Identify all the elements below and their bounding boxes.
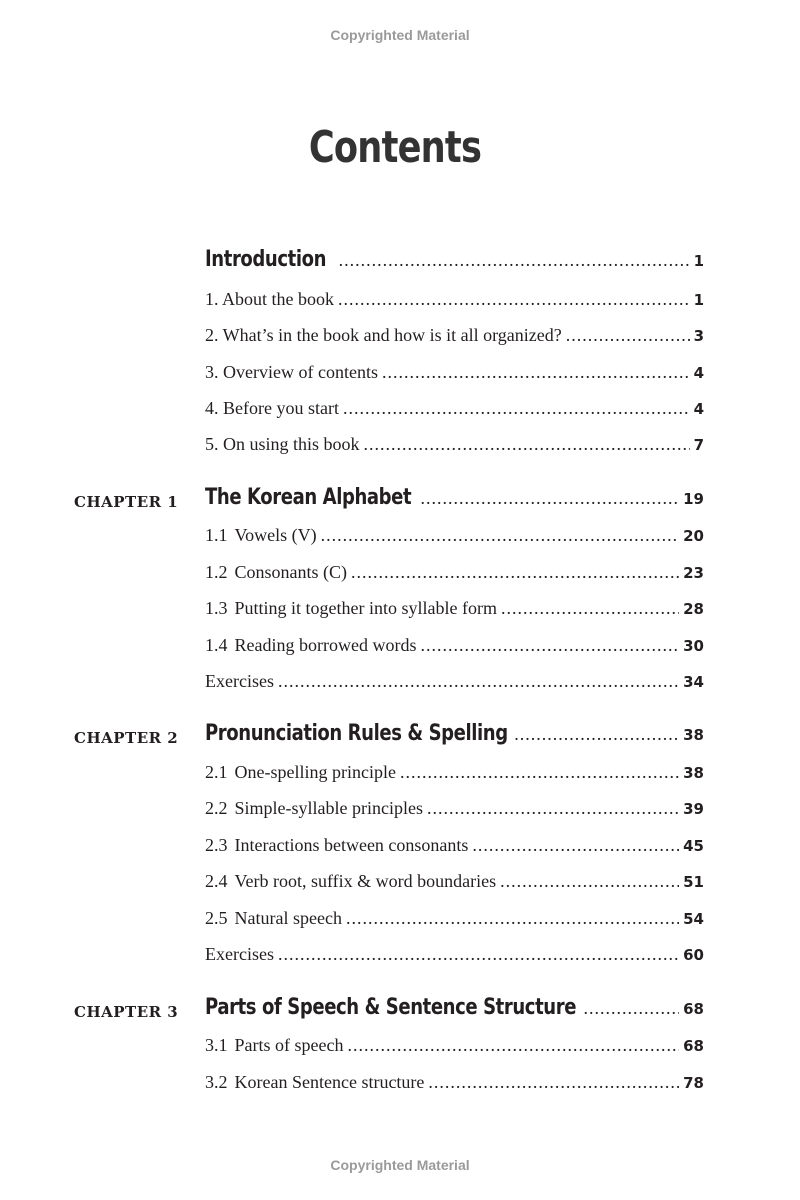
dot-leader	[321, 525, 679, 546]
toc-entry-chapter-1[interactable]	[205, 485, 704, 515]
section-number: 3.1	[205, 1035, 228, 1055]
section-title: Reading borrowed words	[234, 635, 417, 655]
toc-entry-chapter-3[interactable]	[205, 995, 704, 1025]
toc-entry-title: Exercises	[205, 671, 274, 691]
toc-entry[interactable]	[205, 762, 704, 786]
section-title: Parts of speech	[234, 1035, 344, 1055]
toc-entry-page: 3	[693, 327, 704, 345]
section-number: 1.2	[205, 562, 228, 582]
toc-entry-page: 19	[683, 490, 704, 508]
dot-leader	[351, 562, 679, 583]
dot-leader	[347, 1035, 679, 1056]
toc-entry-title: Parts of Speech & Sentence Structure	[205, 995, 577, 1020]
toc-entry-page: 68	[683, 1000, 704, 1018]
toc-entry-title	[205, 798, 423, 819]
toc-entry-page: 20	[683, 527, 704, 545]
section-title: Vowels (V)	[234, 525, 317, 545]
toc-entry[interactable]	[205, 871, 704, 895]
section-number: 3.2	[205, 1072, 228, 1092]
toc-entry[interactable]	[205, 362, 704, 386]
toc-entry[interactable]	[205, 835, 704, 859]
toc-entry[interactable]	[205, 562, 704, 586]
section-number: 2.1	[205, 762, 228, 782]
toc-entry-page: 30	[683, 637, 704, 655]
section-title: One-spelling principle	[234, 762, 396, 782]
toc-entry-page: 78	[683, 1074, 704, 1092]
toc-entry-title	[205, 525, 317, 546]
toc-entry-page: 4	[693, 400, 704, 418]
copyright-watermark-top: Copyrighted Material	[330, 27, 470, 43]
section-title: Korean Sentence structure	[234, 1072, 425, 1092]
toc-entry-title	[205, 762, 396, 783]
dot-leader	[278, 671, 679, 692]
toc-entry-page: 38	[683, 726, 704, 744]
toc-entry[interactable]	[205, 598, 704, 622]
toc-entry-page: 7	[693, 436, 704, 454]
toc-entry-title	[205, 835, 468, 856]
toc-entry-page: 23	[683, 564, 704, 582]
section-title: Putting it together into syllable form	[234, 598, 497, 618]
dot-leader	[343, 398, 690, 419]
toc-entry[interactable]	[205, 1072, 704, 1096]
dot-leader	[364, 434, 690, 455]
section-number: 1.4	[205, 635, 228, 655]
toc-entry-title	[205, 1072, 424, 1093]
section-number: 1.1	[205, 525, 228, 545]
dot-leader	[584, 998, 680, 1019]
dot-leader	[566, 325, 690, 346]
dot-leader	[427, 798, 679, 819]
dot-leader	[278, 944, 679, 965]
chapter-label: CHAPTER 2	[74, 729, 179, 747]
section-title: Simple-syllable principles	[234, 798, 423, 818]
toc-entry-page: 68	[683, 1037, 704, 1055]
dot-leader	[500, 871, 679, 892]
section-title: Consonants (C)	[234, 562, 347, 582]
toc-entry-title: Introduction	[205, 247, 327, 272]
toc-entry-page: 39	[683, 800, 704, 818]
toc-entry-page: 45	[683, 837, 704, 855]
toc-entry-title	[205, 598, 497, 619]
toc-entry-title	[205, 635, 416, 656]
toc-entry-page: 51	[683, 873, 704, 891]
dot-leader	[472, 835, 679, 856]
section-number: 1.3	[205, 598, 228, 618]
toc-entry[interactable]	[205, 1035, 704, 1059]
toc-entry-title: Exercises	[205, 944, 274, 964]
section-number: 2.4	[205, 871, 228, 891]
page-title: Contents	[308, 122, 482, 173]
toc-entry-title: Pronunciation Rules & Spelling	[205, 721, 508, 746]
dot-leader	[420, 635, 679, 656]
toc-entry-page: 1	[693, 252, 704, 270]
toc-entry[interactable]	[205, 525, 704, 549]
toc-entry[interactable]	[205, 434, 704, 458]
toc-entry-title: The Korean Alphabet	[205, 485, 412, 510]
toc-entry[interactable]	[205, 398, 704, 422]
toc-entry-title	[205, 562, 347, 583]
toc-entry-page: 54	[683, 910, 704, 928]
chapter-label: CHAPTER 3	[74, 1003, 179, 1021]
section-number: 2.5	[205, 908, 228, 928]
toc-entry[interactable]	[205, 635, 704, 659]
toc-entry-title: 3. Overview of contents	[205, 362, 378, 382]
toc-entry-page: 34	[683, 673, 704, 691]
section-number: 2.3	[205, 835, 228, 855]
dot-leader	[338, 289, 690, 310]
toc-entry[interactable]	[205, 325, 704, 349]
section-title: Natural speech	[234, 908, 342, 928]
toc-entry-page: 38	[683, 764, 704, 782]
toc-entry-introduction[interactable]	[205, 247, 704, 277]
toc-entry-page: 1	[693, 291, 704, 309]
toc-entry-page: 28	[683, 600, 704, 618]
toc-entry[interactable]	[205, 671, 704, 695]
chapter-label: CHAPTER 1	[74, 493, 179, 511]
toc-entry[interactable]	[205, 944, 704, 968]
toc-entry[interactable]	[205, 908, 704, 932]
toc-entry[interactable]	[205, 798, 704, 822]
section-title: Verb root, suffix & word boundaries	[234, 871, 497, 891]
toc-entry-title: 4. Before you start	[205, 398, 339, 418]
dot-leader	[501, 598, 679, 619]
section-number: 2.2	[205, 798, 228, 818]
toc-entry-page: 4	[693, 364, 704, 382]
section-title: Interactions between consonants	[234, 835, 469, 855]
toc-entry-title	[205, 1035, 343, 1056]
dot-leader	[400, 762, 679, 783]
toc-entry-chapter-2[interactable]	[205, 721, 704, 751]
toc-entry[interactable]	[205, 289, 704, 313]
toc-entry-title: 2. What’s in the book and how is it all organized?	[205, 325, 562, 345]
toc-entry-page: 60	[683, 946, 704, 964]
toc-entry-title	[205, 908, 342, 929]
toc-entry-title	[205, 871, 496, 892]
dot-leader	[420, 488, 679, 509]
toc-entry-title: 5. On using this book	[205, 434, 360, 454]
dot-leader	[514, 724, 679, 745]
toc-entry-title: 1. About the book	[205, 289, 334, 309]
dot-leader	[339, 250, 690, 271]
dot-leader	[428, 1072, 679, 1093]
copyright-watermark-bottom: Copyrighted Material	[330, 1157, 470, 1173]
dot-leader	[346, 908, 679, 929]
dot-leader	[382, 362, 690, 383]
